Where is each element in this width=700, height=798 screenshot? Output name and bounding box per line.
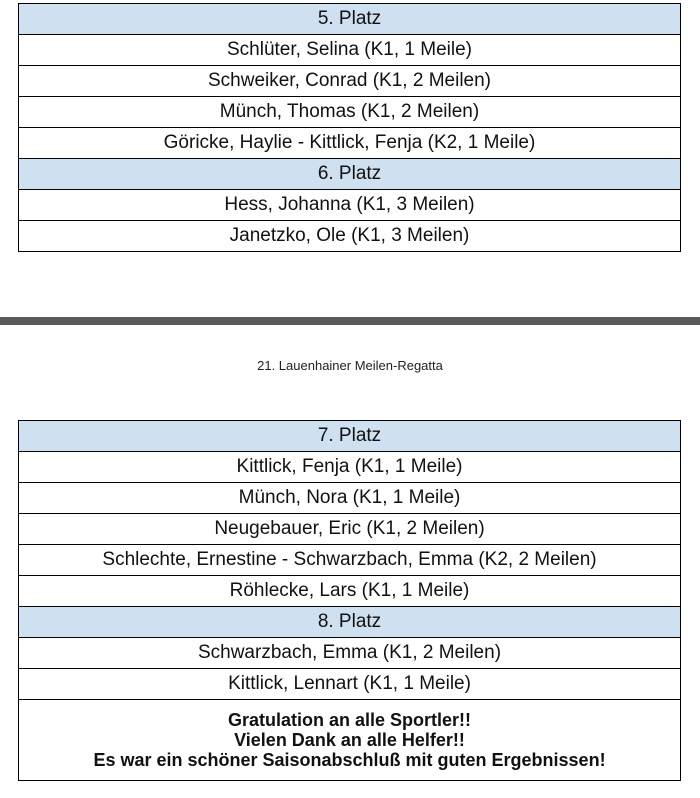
footer-line: Es war ein schöner Saisonabschluß mit guten Ergebnissen! bbox=[93, 750, 606, 770]
participant-entry: Janetzko, Ole (K1, 3 Meilen) bbox=[19, 221, 681, 252]
participant-entry: Münch, Thomas (K1, 2 Meilen) bbox=[19, 97, 681, 128]
placement-header-row bbox=[19, 607, 681, 638]
table-row bbox=[19, 190, 681, 221]
table-row bbox=[19, 66, 681, 97]
participant-entry: Münch, Nora (K1, 1 Meile) bbox=[19, 483, 681, 514]
participant-entry: Schweiker, Conrad (K1, 2 Meilen) bbox=[19, 66, 681, 97]
results-table-page1 bbox=[18, 3, 681, 252]
congratulations-text bbox=[19, 700, 681, 781]
page-header: 21. Lauenhainer Meilen-Regatta bbox=[257, 358, 443, 373]
placement-header-row bbox=[19, 4, 681, 35]
results-table-page2 bbox=[18, 420, 681, 781]
participant-entry: Göricke, Haylie - Kittlick, Fenja (K2, 1 Meile) bbox=[19, 128, 681, 159]
participant-entry: Hess, Johanna (K1, 3 Meilen) bbox=[19, 190, 681, 221]
table-row bbox=[19, 638, 681, 669]
placement-label: 7. Platz bbox=[19, 421, 681, 452]
page-separator bbox=[0, 317, 700, 325]
table-row bbox=[19, 545, 681, 576]
table-row bbox=[19, 576, 681, 607]
table-row bbox=[19, 97, 681, 128]
table-row bbox=[19, 35, 681, 66]
participant-entry: Kittlick, Fenja (K1, 1 Meile) bbox=[19, 452, 681, 483]
footer-line: Vielen Dank an alle Helfer!! bbox=[234, 730, 465, 750]
placement-label: 6. Platz bbox=[19, 159, 681, 190]
placement-header-row bbox=[19, 421, 681, 452]
table-row bbox=[19, 221, 681, 252]
placement-label: 5. Platz bbox=[19, 4, 681, 35]
table-row bbox=[19, 669, 681, 700]
table-row bbox=[19, 514, 681, 545]
participant-entry: Kittlick, Lennart (K1, 1 Meile) bbox=[19, 669, 681, 700]
participant-entry: Neugebauer, Eric (K1, 2 Meilen) bbox=[19, 514, 681, 545]
table-row bbox=[19, 483, 681, 514]
participant-entry: Röhlecke, Lars (K1, 1 Meile) bbox=[19, 576, 681, 607]
participant-entry: Schwarzbach, Emma (K1, 2 Meilen) bbox=[19, 638, 681, 669]
placement-label: 8. Platz bbox=[19, 607, 681, 638]
table-row bbox=[19, 128, 681, 159]
footer-line: Gratulation an alle Sportler!! bbox=[227, 710, 472, 730]
footer-row bbox=[19, 700, 681, 781]
participant-entry: Schlechte, Ernestine - Schwarzbach, Emma (K2, 2 Meilen) bbox=[19, 545, 681, 576]
placement-header-row bbox=[19, 159, 681, 190]
participant-entry: Schlüter, Selina (K1, 1 Meile) bbox=[19, 35, 681, 66]
table-row bbox=[19, 452, 681, 483]
